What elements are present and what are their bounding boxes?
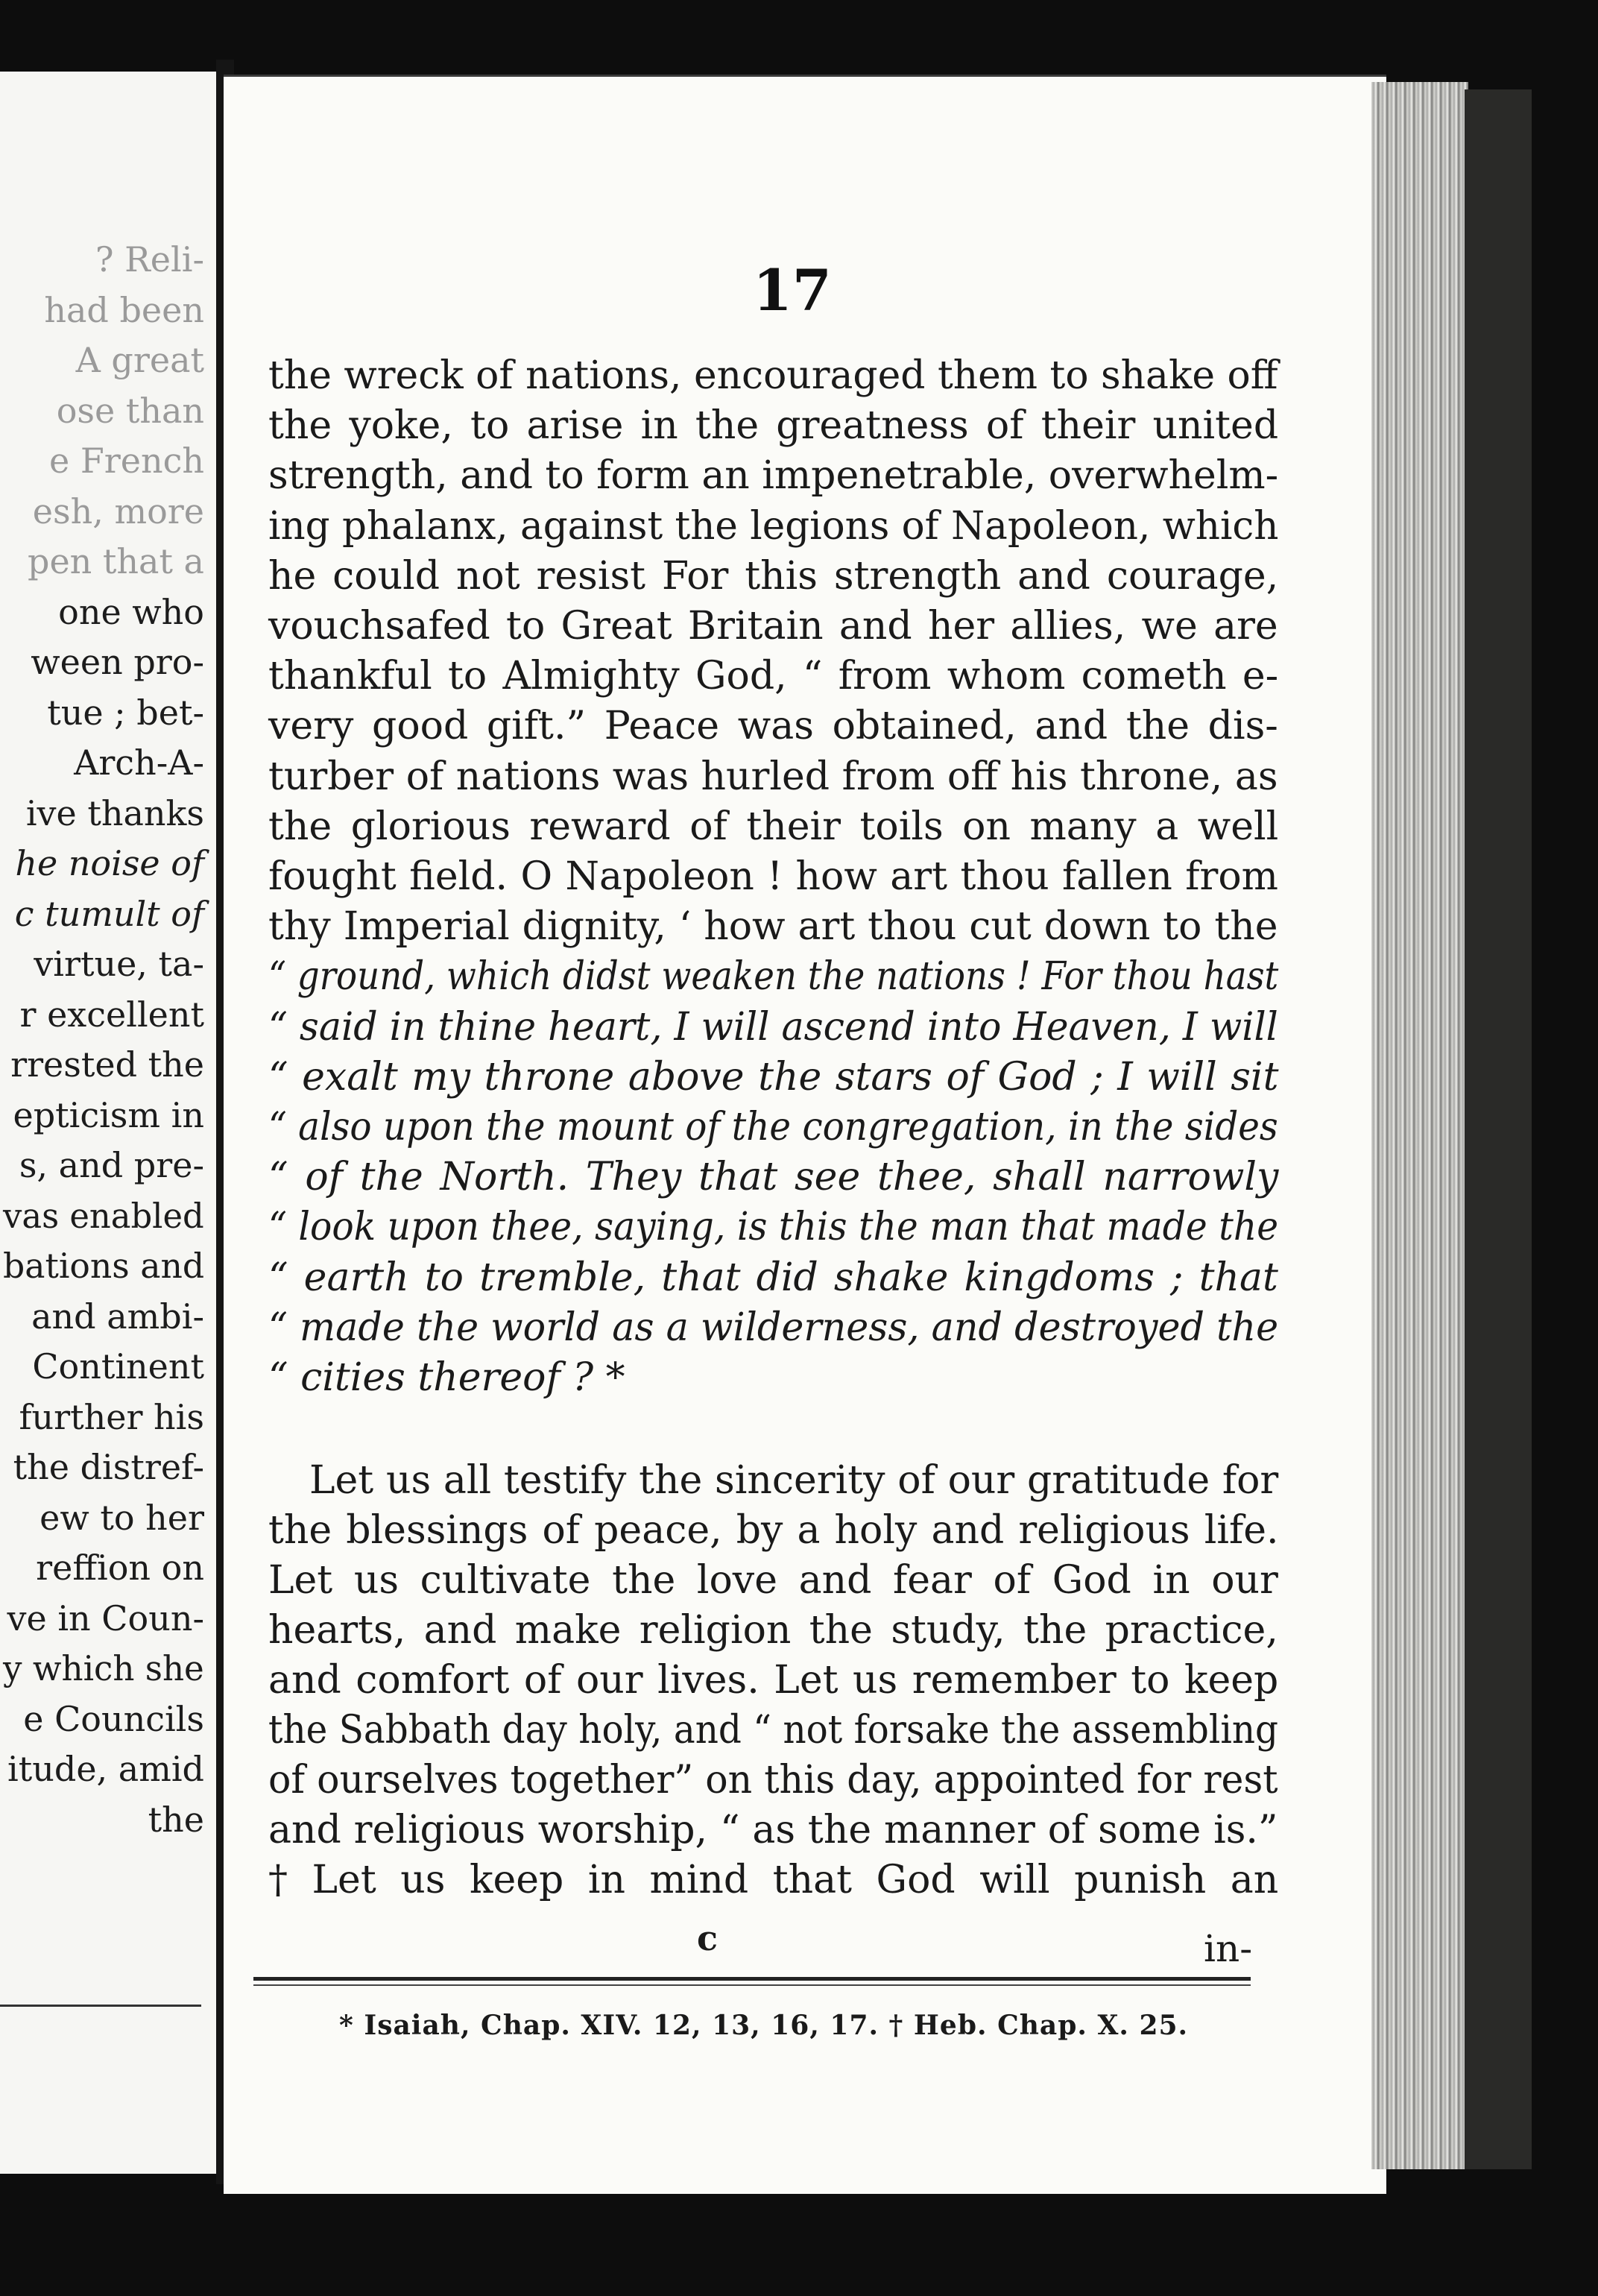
left-page-line: one who bbox=[58, 591, 204, 632]
left-page-line: had been bbox=[44, 289, 204, 330]
text-line: ing phalanx, against the legions of Napoleon, which bbox=[268, 503, 1279, 549]
text-line: of ourselves together” on this day, appointed for rest bbox=[268, 1758, 1278, 1803]
text-line: hearts, and make religion the study, the practice, bbox=[268, 1608, 1278, 1653]
left-page-line: e French bbox=[49, 441, 204, 481]
left-page-line: e Councils bbox=[23, 1698, 204, 1739]
left-page-line: the distref- bbox=[13, 1447, 204, 1487]
left-page-line: vas enabled bbox=[3, 1195, 204, 1236]
text-line: “ look upon thee, saying, is this the man that made the bbox=[268, 1205, 1279, 1250]
text-line: “ cities thereof ? * bbox=[268, 1355, 625, 1400]
left-page-line: epticism in bbox=[13, 1094, 204, 1135]
text-line: “ exalt my throne above the stars of God ; I will sit bbox=[268, 1054, 1279, 1100]
left-page-line: ve in Coun- bbox=[7, 1598, 204, 1639]
left-page-line: and ambi- bbox=[31, 1296, 204, 1337]
text-line: vouchsafed to Great Britain and her allies, we are bbox=[268, 604, 1278, 649]
catchword: in- bbox=[1204, 1927, 1253, 1970]
left-page-line: rrested the bbox=[10, 1044, 204, 1085]
left-page-line: reffion on bbox=[36, 1548, 204, 1588]
text-line: and religious worship, “ as the manner of some is.” bbox=[268, 1808, 1278, 1852]
text-line: Let us cultivate the love and fear of God in our bbox=[268, 1558, 1278, 1603]
text-line: “ made the world as a wilderness, and destroyed the bbox=[268, 1305, 1279, 1350]
signature-mark: c bbox=[697, 1918, 719, 1958]
text-line: he could not resist For this strength and courage, bbox=[268, 553, 1279, 599]
text-line: fought field. O Napoleon ! how art thou fallen from bbox=[268, 854, 1278, 899]
left-page-line: tue ; bet- bbox=[47, 692, 204, 733]
text-line: the yoke, to arise in the greatness of their united bbox=[268, 403, 1279, 449]
left-page-line: Continent bbox=[32, 1346, 204, 1387]
left-page-line: virtue, ta- bbox=[34, 944, 204, 984]
text-line: and comfort of our lives. Let us remember to keep bbox=[268, 1658, 1279, 1703]
left-page-line: r excellent bbox=[19, 994, 204, 1035]
left-page-line: further his bbox=[19, 1396, 204, 1437]
text-line: the Sabbath day holy, and “ not forsake the assembling bbox=[268, 1708, 1279, 1753]
text-line: thy Imperial dignity, ‘ how art thou cut down to the bbox=[268, 904, 1278, 950]
text-line: turber of nations was hurled from off his throne, as bbox=[268, 754, 1278, 799]
book-cover-edge bbox=[1465, 89, 1532, 2169]
left-page-line: ? Reli- bbox=[95, 239, 204, 280]
left-page-line: A great bbox=[75, 340, 204, 380]
text-line: strength, and to form an impenetrable, overwhelm- bbox=[268, 453, 1279, 499]
text-line: the wreck of nations, encouraged them to shake off bbox=[268, 353, 1278, 398]
left-page-line: itude, amid bbox=[7, 1749, 204, 1789]
left-page-line: c tumult of bbox=[14, 893, 204, 934]
text-line: thankful to Almighty God, “ from whom cometh e- bbox=[268, 654, 1279, 699]
footnote-rule bbox=[253, 1977, 1251, 1981]
text-line: “ ground, which didst weaken the nations ! For thou hast bbox=[268, 954, 1279, 1000]
left-page-line: ive thanks bbox=[25, 792, 204, 833]
left-page-line: esh, more bbox=[32, 491, 204, 532]
page-number: 17 bbox=[753, 257, 832, 324]
left-page-line: the bbox=[148, 1799, 204, 1840]
left-page-rule bbox=[0, 2005, 201, 2007]
text-line: the glorious reward of their toils on many a well bbox=[268, 804, 1279, 849]
left-page bbox=[0, 72, 221, 2174]
left-page-line: Arch-A- bbox=[74, 742, 204, 783]
left-page-line: s, and pre- bbox=[19, 1145, 204, 1185]
page-edges bbox=[1371, 82, 1468, 2169]
left-page-line: bations and bbox=[2, 1246, 204, 1286]
text-line: very good gift.” Peace was obtained, and the dis- bbox=[268, 704, 1278, 749]
text-line: “ also upon the mount of the congregation, in the sides bbox=[268, 1105, 1278, 1149]
left-page-line: ween pro- bbox=[31, 642, 204, 682]
text-line: “ earth to tremble, that did shake kingdoms ; that bbox=[268, 1255, 1278, 1300]
left-page-line: he noise of bbox=[15, 843, 204, 883]
left-page-line: ose than bbox=[56, 390, 204, 431]
text-line: Let us all testify the sincerity of our gratitude for bbox=[309, 1458, 1279, 1503]
text-line: “ of the North. They that see thee, shall narrowly bbox=[268, 1155, 1279, 1200]
text-line: the blessings of peace, by a holy and religious life. bbox=[268, 1508, 1279, 1553]
left-page-line: ew to her bbox=[40, 1497, 204, 1538]
left-page-line: pen that a bbox=[28, 541, 204, 581]
text-line: “ said in thine heart, I will ascend into Heaven, I will bbox=[268, 1004, 1278, 1050]
text-line: † Let us keep in mind that God will punish an bbox=[268, 1858, 1279, 1902]
left-page-line: y which she bbox=[3, 1648, 204, 1688]
footnote-rule-thin bbox=[253, 1984, 1251, 1986]
footnote: * Isaiah, Chap. XIV. 12, 13, 16, 17. † Heb. Chap. X. 25. bbox=[339, 2010, 1189, 2041]
